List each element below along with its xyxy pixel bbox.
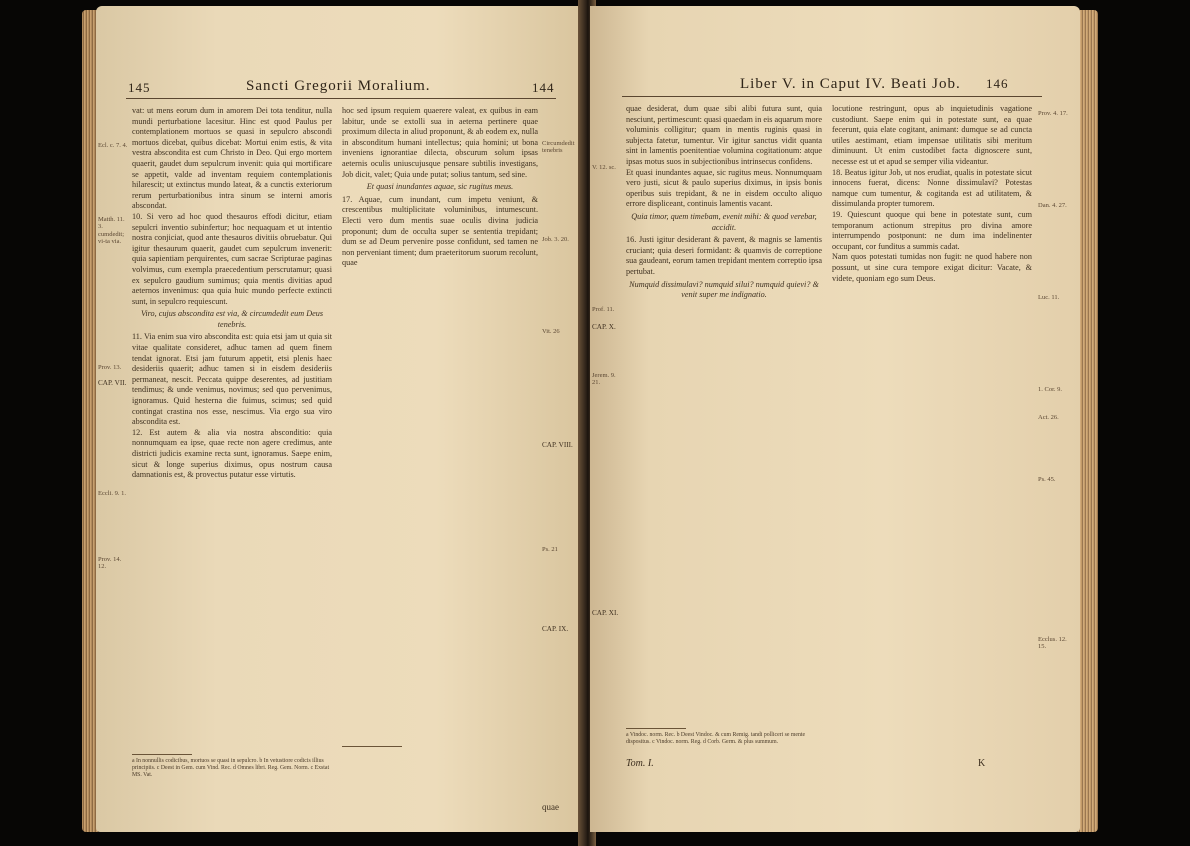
paragraph: 17. Aquae, cum inundant, cum impetu veniunt, & crescentibus multiplicitate voluminibus, intumescunt. Electi vero dum mentis suae oculis divina judicia proponunt; dum de occulta super se sententia trepidant; dum se ad Deum pervenire posse confidunt, sed tamen ne non perveniant timent; dum praeteritorum suorum recolunt, quae [342,194,538,268]
right-header-rule [622,96,1042,97]
margin-note: Prov. 4. 17. [1038,110,1068,117]
margin-note: 1. Cor. 9. [1038,386,1063,393]
margin-note: Eccli. 9. 1. [98,490,126,497]
paragraph: 19. Quiescunt quoque qui bene in potestate sunt, cum temporanum actionum strepitus pro divina amore interrumpendo postponunt: ne dum ima indelinenter occupant, cor funditus a summis cadat. [832,209,1032,251]
margin-note: Ecclus. 12. 15. [1038,636,1067,651]
paragraph: 11. Via enim sua viro abscondita est: quia etsi jam ut quia sit vitae qualitate consideret, adhuc tamen ad quem finem tendat ignorat. Etsi jam futurum appetit, etsi plenis haec desideriis quaerit; adhuc tamen si in eisdem desideriis permaneat, nescit. Peccata quippe deserentes, ad justitiam tendimus; & unde venimus, novimus; sed quo pervenimus, ignoramus. Quid hesterna die fuimus, scimus; sed quid contingat crastina nos esse, nescimus. Via ergo sua viro abscondita est. [132,332,332,427]
paragraph: quae desiderat, dum quae sibi alibi futura sunt, quia nesciunt, pertimescunt: quasi quaedam in eis aquarum more voluminis colligitur; quam in mentis ruginis quasi in subjecta fatetur, tumentur. Vir igitur sanctus vidit quanta sint in lamentis poenitentiae volumina cogitationum: atque ipsas motus suos in subjectionibus intrinsecus confidens. [626,104,822,166]
signature: Tom. I. [626,758,654,769]
left-folio: 144 [532,80,555,95]
margin-note: Jerem. 9. 21. [592,372,616,387]
signature-mark: K [978,758,986,769]
margin-note: V. 12. sc. [592,164,616,171]
paragraph: 18. Beatus igitur Job, ut nos erudiat, qualis in potestate sicut innocens fuerat, dicens: Nonne dissimulavi? Potestas namque cum tumentur, & cogitanda est ad utilitatem, & dissimulanda propter tumorem. [832,167,1032,209]
paragraph: 16. Justi igitur desiderant & pavent, & magnis se lamentis cruciant; quia deseri formidant: & quamvis de correptione sua gaudeant, eorum tamen trepidant mentem correptio ipsa pertubat. [626,235,822,276]
margin-note: Act. 26. [1038,414,1059,421]
paragraph: Nam quos potestati tumidas non fugit: ne quod habere non possunt, ut sine cura tempore exigat dicitur: Vacate, & videte, quoniam ego sum Deus. [832,252,1032,283]
chapter-mark: CAP. XI. [592,609,619,617]
left-footnotes: a In nonnullis codicibus, mortuos se quasi in sepulcro. b In vetustiore codicis illius principiis. c Deest in Gem. cum Vind. Rec. d Omnes libri. Reg. Gem. Norm. c Exstat MS. Vat. [132,758,330,778]
paragraph: Et quasi inundantes aquae, sic rugitus meus. Nonnumquam vero justi, sicut & paulo superius diximus, in ipsis bonis operibus suis trepidant, & ne in eisdem occulto aliquo errore displiceant, continuis lamentis vacant. [626,167,822,209]
margin-note: Ps. 21 [542,546,558,553]
margin-note: Circumdedit tenebris [542,140,575,155]
right-column-b [832,104,1032,724]
paragraph: vat: ut mens eorum dum in amorem Dei tota tenditur, nulla mundi perturbatione lacesitur. Hinc est quod Paulus per contemplationem mortuos se quasi in sepulcro abscondi mortuos dicebat, quibus dicebat: Mortui enim estis, & vita vestra abscondita est cum Christo in Deo. Qui ergo mortem quaerit, gaudet dum sepulcrum invenit: quia qui mortificare se appetit, valde ad inventam requiem contemplationis hilarescit; ut extinctus mundo lateat, & a cunctis exteriorum rerum perturbationibus intra sinum se interni amoris abscondat. [132,106,332,211]
right-page [590,6,1080,832]
margin-note: Luc. 11. [1038,294,1060,301]
margin-note: Job. 3. 20. [542,236,569,243]
chapter-mark: CAP. IX. [542,625,569,633]
chapter-mark: CAP. X. [592,323,616,331]
paragraph: 10. Si vero ad hoc quod thesauros effodi dicitur, etiam sepulcri inventio subinfertur; hoc nequaquam et ut intentio nostra conjiciat, quod ante thesauros divitiis obruebatur. Qui igitur thesaurum quaerit, gaudet cum sepulcrum invenerit: quia sapientiam perquirentes, cum sacrae Scripturae paginas volvimus, cum exempla praecedentium perscrutamur; quasi ex sepulcro gaudium sumimus; quia mentis divitias apud aeternos invenimus: qua quia huic mundo perfecte extincti sunt, in sepulcro requiescunt. [132,211,332,306]
footnote-rule [132,754,192,755]
verse-quote: Viro, cujus abscondita est via, & circumdedit eum Deus tenebris. [140,309,324,329]
left-column-b [342,106,538,726]
left-column-a [132,106,332,746]
left-header-rule [126,98,556,99]
verse-quote: Numquid dissimulavi? numquid silui? numquid quievi? & venit super me indignatio. [629,279,819,300]
right-fore-edge [1078,10,1098,832]
left-page [96,6,582,832]
chapter-mark: CAP. VIII. [542,441,573,449]
verse-quote: Quia timor, quem timebam, evenit mihi: & quod verebar, accidit. [631,211,817,232]
margin-note: Vit. 26 [542,328,560,335]
margin-note: Prov. 13. [98,364,122,371]
right-page-number: 146 [986,76,1009,91]
right-running-head: Liber V. in Caput IV. Beati Job. [740,76,961,92]
footnote-rule [342,746,402,747]
margin-note: Matth. 11. 3. cumdedit; vi-ta via. [98,216,125,246]
margin-note: Dan. 4. 27. [1038,202,1067,209]
right-column-a [626,104,822,724]
right-footnotes: a Vindoc. norm. Rec. b Deest Vindoc. & cum Remig. tandi polliceri se mente dispositus. c Vindoc. norm. Reg. d Corb. Germ. & plus summum. [626,732,806,745]
paragraph: locutione restringunt, opus ab inquietudinis vagatione custodiunt. Saepe enim qui in potestate sunt, ea quae fecerunt, quia elate cogitant, animant: dumque se ad cuncta utiles aestimant, etiam impensae utilitatis sibi meritum diminuunt. Ut enim custodibet facta dignoscere sunt, necesse est ut et apud se semper vilia videantur. [832,104,1032,166]
verse-quote: Et quasi inundantes aquae, sic rugitus meus. [366,182,514,192]
margin-note: Prof. 11. [592,306,615,313]
margin-note: Prov. 14. 12. [98,556,122,571]
paragraph: 12. Est autem & alia via nostra absconditio: quia nonnumquam ea ipse, quae recte non agere credimus, ante districti judicis examine recta sunt, ignoramus. Saepe enim, sicut & longe superius diximus, opus nostrum causa damnationis est, & provectus putatur esse virtutis. [132,427,332,480]
footnote-rule [626,728,686,729]
left-running-head: Sancti Gregorii Moralium. [246,78,431,94]
catchword: quae [542,802,559,812]
chapter-mark: CAP. VII. [98,379,127,387]
paragraph: hoc sed ipsum requiem quaerere valeat, ex quibus in eam labitur, unde se extolli sua in aeterna pertinere quae proximum dilecta in aliud proponunt, & ab eodem ex, nulla in absconditum humani intellectus; quia homini; ut bona inveniens ignorantiae dilecta, obscurum solum ipsas aeternis oculis uniuscujusque pensare subtilis investigans, Job dicit, valet; Quia unde putat; solius tantum, sed sine. [342,106,538,179]
margin-note: Ecl. c. 7. 4. [98,142,128,149]
margin-note: Ps. 45. [1038,476,1056,483]
left-page-number: 145 [128,80,151,95]
